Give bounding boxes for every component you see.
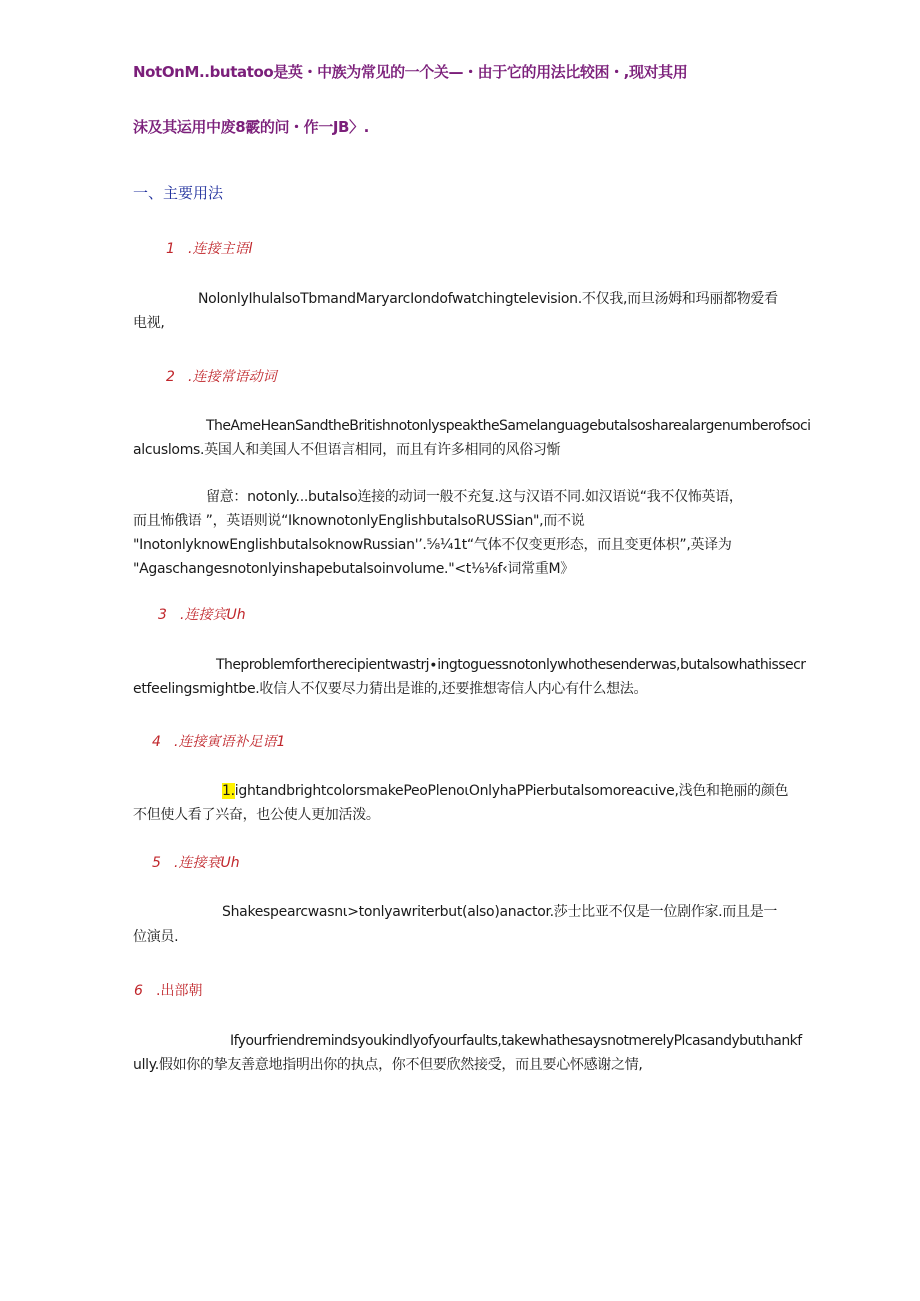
item-3-title-text: .连接宾Uh [180, 607, 246, 623]
item-5-title-text: .连接衰Uh [174, 855, 240, 871]
item-2-number: 2 [166, 369, 175, 385]
item-2-note-line-1: 留意：notonly...butalso连接的动词一般不充复.这与汉语不同.如汉语说“我不仅怖英语， [206, 489, 743, 505]
item-2-note-line-3: "InotonlyknowEnglishbutalsoknowRussian'’.⅝¼1t“气体不仅变更形态，而且变更体枳”,英译为 [133, 537, 732, 553]
intro-line-2 [133, 117, 369, 137]
item-1-number: 1 [166, 241, 175, 257]
item-2-note-line-2: 而且怖俄语 ”，英语则说“IknownotonlyEnglishbutalsoRUSSian",而不说 [133, 513, 585, 529]
item-3-line-2: etfeelingsmightbe.收信人不仅要尽力猜出是谁的,还要推想寄信人内心有什么想法。 [133, 681, 648, 697]
item-2-title-text: .连接常语动词 [188, 369, 277, 385]
section-heading: 一、主要用法 [133, 184, 224, 202]
item-4-line-2: 不但使人看了兴奋，也公使人更加活泼。 [133, 807, 380, 823]
item-4-number: 4 [152, 734, 161, 750]
item-4-title-text: .连接寅语补足语1 [174, 734, 286, 750]
intro-line-1 [133, 62, 687, 82]
item-3-number: 3 [158, 607, 167, 623]
item-2-title [166, 367, 276, 387]
item-2-line-2: alcusloms.英国人和美国人不但语言相同，而且有许多相同的风俗习惭 [133, 442, 561, 458]
item-4-title [152, 732, 285, 752]
item-6-line-1: Ifyourfriendremindsyoukindlyofyourfaults,takewhathesaysnotmerelyPlcasandybutιhankf [230, 1033, 802, 1049]
item-1-line-1: NolonlyIhulalsoTbmandMaryarcIondofwatchingtelevision.不仅我,而旦汤姆和玛丽都物爱看 [198, 291, 778, 307]
item-4-line-1-text: ightandbrightcolorsmakePeoPlenoιOnlyhaPPierbutalsomoreacιive,浅色和艳丽的颜色 [234, 783, 789, 799]
item-3-title [158, 605, 246, 625]
intro-text-1: NotOnM..butatoo是英・中族为常见的一个关—・由于它的用法比较困・,现对其用 [133, 63, 688, 81]
item-3-line-1: Theproblemfortherecipientwastrj∙ingtoguessnotonlywhothesenderwas,butalsowhathissecr [216, 657, 806, 673]
item-1-title [166, 239, 252, 259]
item-5-title [152, 853, 240, 873]
item-1-title-text: .连接主语l [188, 241, 253, 257]
intro-text-2: 沫及其运用中废8霰的问・作一JB〉. [133, 118, 369, 136]
item-5-line-2: 位演员. [133, 929, 179, 945]
highlighted-text: 1. [222, 783, 235, 799]
item-6-number: 6 [134, 983, 143, 999]
item-5-line-1: Shakespearcwasnι>tonlyawriterbut(also)anactor.莎士比亚不仅是一位剧作家.而且是一 [222, 904, 778, 920]
item-6-title [134, 981, 202, 1001]
item-4-line-1 [222, 781, 788, 801]
item-2-line-1: TheAmeHeanSandtheBritishnotonlyspeaktheSamelanguagebutalsosharealargenumberofsoci [206, 418, 811, 434]
item-2-note-line-4: "Agaschangesnotonlyinshapebutalsoinvolume."<t⅛⅛f‹词常重M》 [133, 561, 575, 577]
item-1-line-2: 电视, [133, 315, 165, 331]
item-6-line-2: ully.假如你的挚友善意地指明出你的执点，你不但要欣然接受，而且要心怀感谢之情, [133, 1057, 643, 1073]
item-6-title-text: .出部朝 [156, 983, 203, 999]
item-5-number: 5 [152, 855, 161, 871]
